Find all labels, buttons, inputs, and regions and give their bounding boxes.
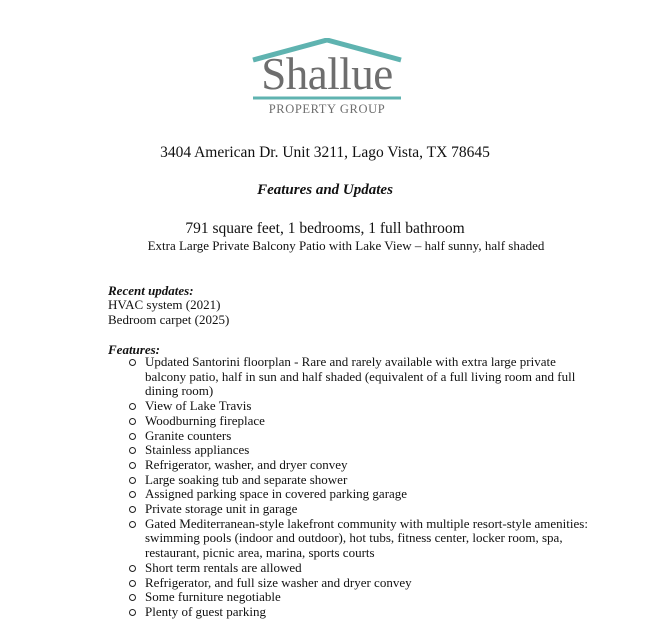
feature-item: Short term rentals are allowed (127, 561, 597, 576)
logo-subtitle: PROPERTY GROUP (268, 102, 386, 116)
feature-item: View of Lake Travis (127, 399, 597, 414)
size-summary: 791 square feet, 1 bedrooms, 1 full bathroom (185, 220, 465, 237)
feature-item: Plenty of guest parking (127, 605, 597, 620)
logo-brand-name: Shallue (261, 49, 393, 99)
balcony-summary: Extra Large Private Balcony Patio with Lake View – half sunny, half shaded (147, 238, 545, 253)
bullet-icon (129, 580, 136, 587)
bullet-icon (129, 418, 136, 425)
bullet-icon (129, 359, 136, 366)
recent-update-item: Bedroom carpet (2025) (108, 312, 230, 327)
recent-update-item: HVAC system (2021) (108, 297, 221, 312)
property-address: 3404 American Dr. Unit 3211, Lago Vista, TX 78645 (160, 144, 490, 161)
bullet-icon (129, 506, 136, 513)
feature-item: Updated Santorini floorplan - Rare and rarely available with extra large private balcony patio, half in sun and half shaded (equivalent of a full living room and full dining room) (127, 355, 597, 399)
bullet-icon (129, 462, 136, 469)
bullet-icon (129, 403, 136, 410)
feature-item: Large soaking tub and separate shower (127, 473, 597, 488)
bullet-icon (129, 594, 136, 601)
bullet-icon (129, 565, 136, 572)
feature-item: Gated Mediterranean-style lakefront community with multiple resort-style amenities: swimming pools (indoor and outdoor), hot tubs, fitness center, locker room, spa, restaurant, picnic area, marina, sports courts (127, 517, 597, 561)
company-logo (250, 38, 404, 118)
feature-item: Assigned parking space in covered parking garage (127, 487, 597, 502)
bullet-icon (129, 491, 136, 498)
bullet-icon (129, 477, 136, 484)
feature-item: Refrigerator, washer, and dryer convey (127, 458, 597, 473)
feature-item: Woodburning fireplace (127, 414, 597, 429)
feature-item: Refrigerator, and full size washer and dryer convey (127, 576, 597, 591)
page-heading: Features and Updates (257, 182, 393, 198)
features-list (127, 355, 597, 620)
recent-updates-label: Recent updates: (108, 283, 194, 298)
bullet-icon (129, 433, 136, 440)
feature-item: Stainless appliances (127, 443, 597, 458)
bullet-icon (129, 447, 136, 454)
features-label: Features: (108, 342, 160, 357)
bullet-icon (129, 609, 136, 616)
feature-item: Some furniture negotiable (127, 590, 597, 605)
feature-item: Granite counters (127, 429, 597, 444)
bullet-icon (129, 521, 136, 528)
feature-item: Private storage unit in garage (127, 502, 597, 517)
